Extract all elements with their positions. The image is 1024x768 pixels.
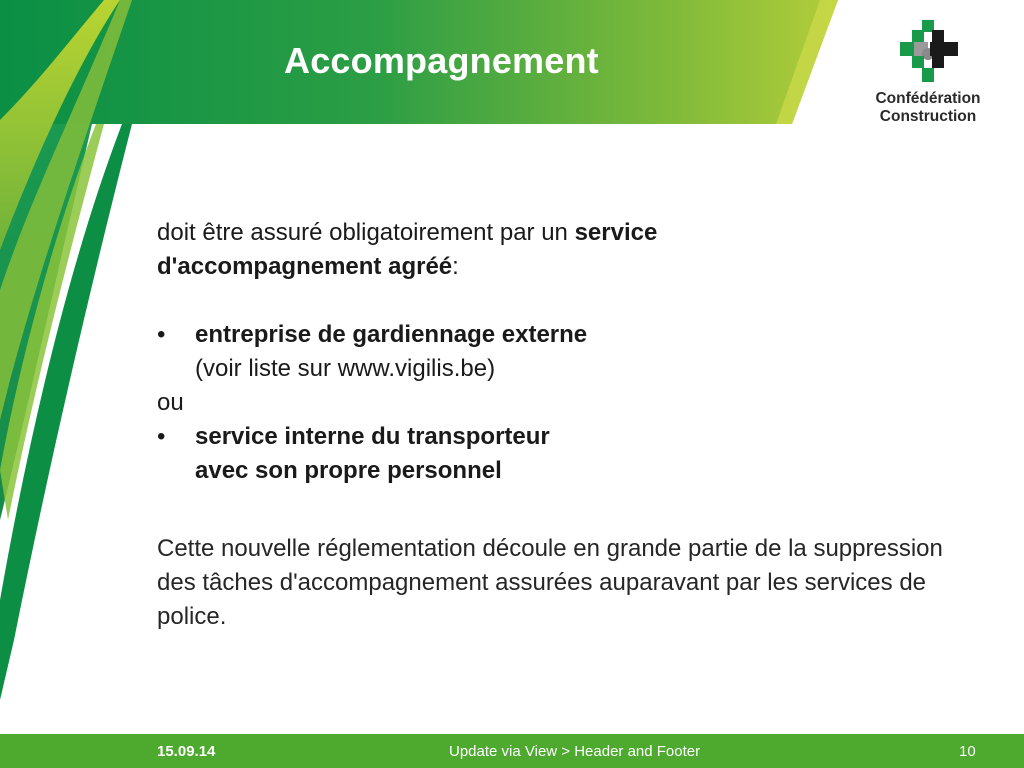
intro-paragraph: [157, 216, 947, 284]
slide-footer: [0, 734, 1024, 768]
bullet-1-note: (voir liste sur www.vigilis.be): [195, 355, 496, 382]
bullet-marker: •: [157, 423, 166, 450]
footer-center-text: Update via View > Header and Footer: [449, 743, 701, 760]
bullet-marker: •: [157, 321, 166, 348]
bullet-item: [157, 318, 947, 386]
logo-line-2: Construction: [879, 108, 977, 125]
slide-title: Accompagnement: [284, 40, 599, 81]
confederation-construction-logo-icon: [892, 18, 964, 90]
company-logo: [862, 18, 994, 130]
intro-bold-2: d'accompagnement agréé: [157, 253, 453, 280]
intro-text: doit être assuré obligatoirement par un: [157, 219, 575, 246]
logo-wordmark: [862, 90, 994, 126]
logo-line-1: Confédération: [875, 90, 981, 107]
page-number: 10: [959, 743, 976, 760]
bullet-2-line-1: service interne du transporteur: [195, 423, 550, 450]
bullet-1-title: entreprise de gardiennage externe: [195, 321, 588, 348]
intro-colon: :: [452, 253, 459, 280]
intro-bold-1: service: [574, 219, 658, 246]
footer-date: 15.09.14: [157, 743, 216, 760]
slide-body: [157, 216, 947, 634]
bullet-2-line-2: avec son propre personnel: [195, 457, 502, 484]
closing-paragraph: Cette nouvelle réglementation découle en grande partie de la suppression des tâches d'accompagnement assurées auparavant par les services de police.: [157, 535, 943, 630]
separator-ou: ou: [157, 389, 184, 416]
bullet-item: [157, 420, 947, 488]
